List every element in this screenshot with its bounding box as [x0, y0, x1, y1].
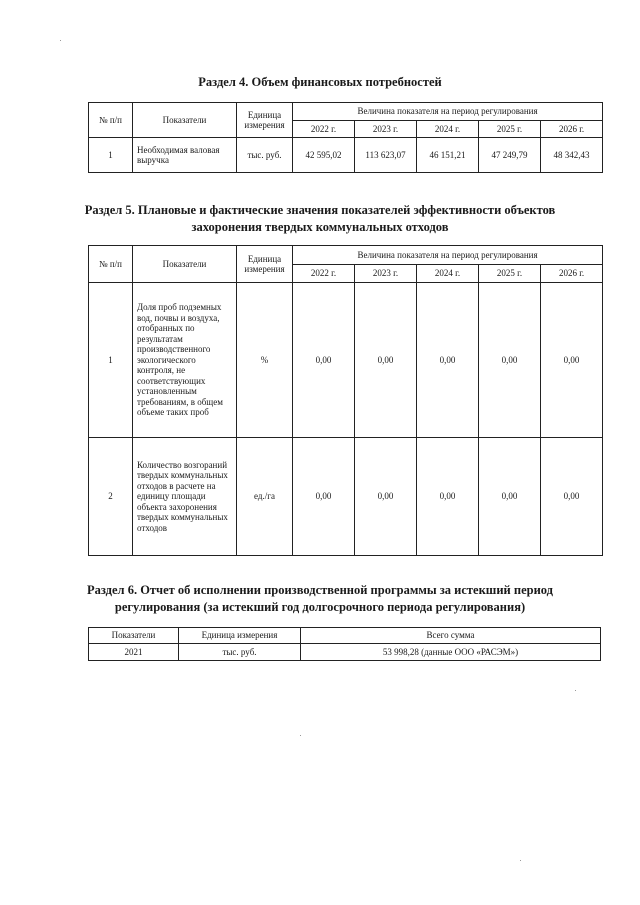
row-indicator: Необходимая валовая выручка: [133, 138, 237, 173]
row-value: 0,00: [355, 283, 417, 438]
header-year: 2023 г.: [355, 121, 417, 138]
row-value: 0,00: [293, 438, 355, 556]
section4-table: [88, 102, 603, 173]
header-year: 2022 г.: [293, 121, 355, 138]
header-num: № п/п: [89, 103, 133, 138]
header-year: 2023 г.: [355, 265, 417, 283]
section4-title: Раздел 4. Объем финансовых потребностей: [198, 75, 442, 89]
table-row: [89, 283, 603, 438]
row-value: 0,00: [355, 438, 417, 556]
row-value: 0,00: [417, 438, 479, 556]
row-value: 48 342,43: [541, 138, 603, 173]
row-value: 0,00: [293, 283, 355, 438]
header-year: 2026 г.: [541, 265, 603, 283]
row-value: 46 151,21: [417, 138, 479, 173]
header-year: 2022 г.: [293, 265, 355, 283]
header-year: 2026 г.: [541, 121, 603, 138]
section5-title: [0, 202, 640, 236]
header-num: № п/п: [89, 246, 133, 283]
row-value: 42 595,02: [293, 138, 355, 173]
header-total: Всего сумма: [301, 628, 601, 644]
scan-speck: [520, 860, 521, 861]
header-indicators: Показатели: [89, 628, 179, 644]
table-row: [89, 138, 603, 173]
row-value: 0,00: [541, 438, 603, 556]
row-unit: ед./га: [237, 438, 293, 556]
table-row: [89, 644, 601, 661]
row-num: 1: [89, 283, 133, 438]
header-indicators: Показатели: [133, 246, 237, 283]
section6-table: [88, 627, 601, 661]
header-year: 2024 г.: [417, 265, 479, 283]
section6-title: [0, 582, 640, 616]
section5-title-line1: Раздел 5. Плановые и фактические значения показателей эффективности объектов: [84, 203, 556, 217]
row-total: 53 998,28 (данные ООО «РАСЭМ»): [301, 644, 601, 661]
row-value: 0,00: [541, 283, 603, 438]
row-unit: тыс. руб.: [237, 138, 293, 173]
header-indicators: Показатели: [133, 103, 237, 138]
header-unit: Единица измерения: [237, 246, 293, 283]
section5-table: [88, 245, 603, 556]
row-num: 2: [89, 438, 133, 556]
section6-title-line2: регулирования (за истекший год долгосрочного периода регулирования): [114, 600, 526, 614]
scan-speck: [60, 40, 61, 41]
row-value: 0,00: [417, 283, 479, 438]
row-value: 47 249,79: [479, 138, 541, 173]
section5-title-line2: захоронения твердых коммунальных отходов: [191, 220, 449, 234]
scan-speck: [300, 735, 301, 736]
row-value: 113 623,07: [355, 138, 417, 173]
header-period: Величина показателя на период регулирования: [293, 103, 603, 121]
header-unit: Единица измерения: [179, 628, 301, 644]
row-value: 0,00: [479, 283, 541, 438]
row-indicator: Количество возгораний твердых коммунальных отходов в расчете на единицу площади объекта захоронения твердых коммунальных отходов: [133, 438, 237, 556]
table-row: [89, 438, 603, 556]
header-unit: Единица измерения: [237, 103, 293, 138]
header-year: 2024 г.: [417, 121, 479, 138]
row-value: 0,00: [479, 438, 541, 556]
row-year: 2021: [89, 644, 179, 661]
row-num: 1: [89, 138, 133, 173]
header-year: 2025 г.: [479, 121, 541, 138]
section6-title-line1: Раздел 6. Отчет об исполнении производственной программы за истекший период: [87, 583, 553, 597]
row-unit: %: [237, 283, 293, 438]
row-indicator: Доля проб подземных вод, почвы и воздуха, отобранных по результатам производственного экологического контроля, не соответствующих установленным требованиям, в общем объеме таких проб: [133, 283, 237, 438]
header-year: 2025 г.: [479, 265, 541, 283]
header-period: Величина показателя на период регулирования: [293, 246, 603, 265]
scan-speck: [575, 690, 576, 691]
row-unit: тыс. руб.: [179, 644, 301, 661]
